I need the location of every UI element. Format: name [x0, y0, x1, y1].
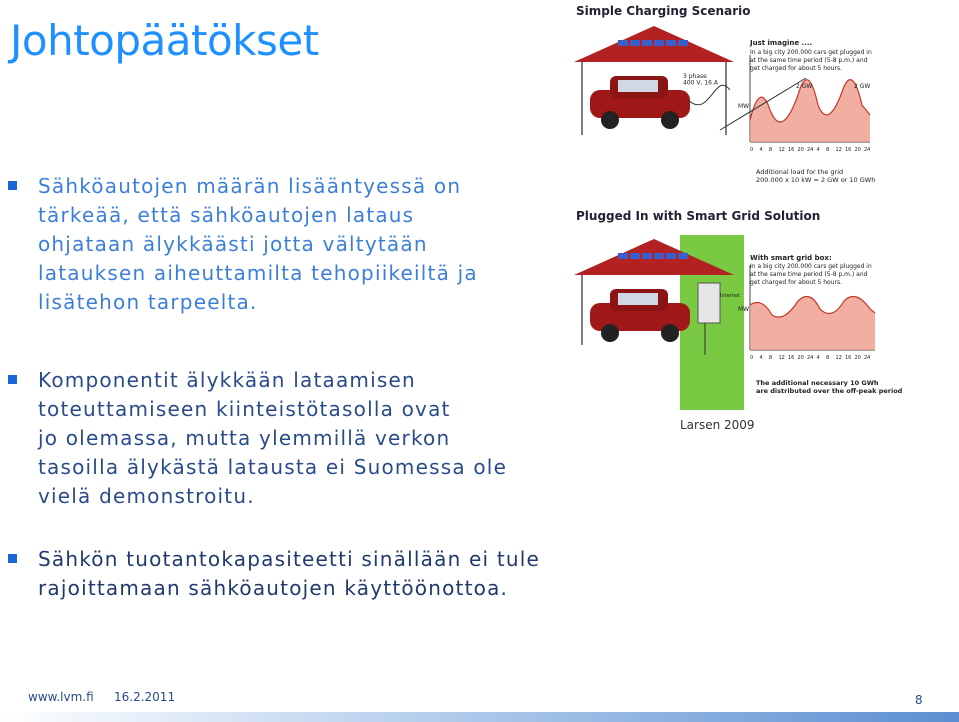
- figure-smart-grid: [570, 205, 959, 410]
- peak-label: 2 GW: [796, 83, 813, 90]
- note-line: get charged for about 5 hours.: [750, 65, 842, 72]
- bullet-text: Sähköautojen määrän lisääntyessä on tärkeää, että sähköautojen lataus ohjataan älykkäästi jotta vältytään latauksen aiheuttamilta tehopiikeiltä ja lisätehon tarpeelta.: [38, 174, 478, 314]
- x-tick-label: 0: [750, 355, 754, 361]
- smart-grid-box-icon: [698, 283, 720, 323]
- axis-label: MW: [738, 103, 750, 110]
- car-icon: [590, 289, 690, 342]
- footer-gradient-bar: [0, 712, 959, 722]
- x-tick-label: 20: [854, 147, 861, 153]
- figure-footer: Additional load for the grid: [756, 168, 844, 176]
- slide-title: Johtopäätökset: [10, 16, 319, 65]
- figure-title: Plugged In with Smart Grid Solution: [576, 209, 821, 223]
- x-tick-label: 12: [835, 355, 842, 361]
- plug-label: 3 phase 400 V, 16 A: [683, 73, 718, 87]
- peak-label: 2 GW: [854, 83, 871, 90]
- x-tick-label: 20: [797, 147, 804, 153]
- figure-footer: 200.000 x 10 kW = 2 GW or 10 GWh: [756, 176, 876, 184]
- footer-date: 16.2.2011: [114, 690, 176, 704]
- x-tick-label: 24: [807, 147, 814, 153]
- x-tick-label: 8: [769, 147, 773, 153]
- x-tick-label: 20: [797, 355, 804, 361]
- note-title: Just imagine ....: [750, 39, 813, 47]
- x-tick-label: 0: [750, 147, 754, 153]
- x-tick-label: 4: [759, 355, 763, 361]
- bullet-marker-icon: [8, 181, 17, 190]
- note-line: at the same time period (5-8 p.m.) and: [750, 271, 868, 278]
- bullet-text: Komponentit älykkään lataamisen toteuttamiseen kiinteistötasolla ovat jo olemassa, mutta ylemmillä verkon tasoilla älykästä latausta ei Suomessa ole vielä demonstroitu.: [38, 368, 508, 508]
- x-tick-label: 12: [835, 147, 842, 153]
- note-line: In a big city 200.000 cars get plugged in: [750, 263, 872, 270]
- axis-label: MW: [738, 306, 750, 313]
- x-tick-label: 20: [854, 355, 861, 361]
- figure-simple-charging: [570, 0, 959, 195]
- x-tick-label: 24: [807, 355, 814, 361]
- x-tick-label: 16: [845, 355, 852, 361]
- load-curve: [750, 297, 875, 351]
- note-line: In a big city 200.000 cars get plugged in: [750, 49, 872, 56]
- footer-url: www.lvm.fi: [28, 690, 94, 704]
- x-tick-label: 12: [778, 355, 785, 361]
- figure-caption: Larsen 2009: [680, 418, 755, 432]
- x-tick-label: 8: [769, 355, 773, 361]
- x-tick-row: [750, 355, 870, 361]
- x-tick-label: 16: [788, 147, 795, 153]
- x-tick-row: [750, 147, 870, 153]
- figure-footer: The additional necessary 10 GWh: [756, 379, 879, 387]
- note-line: get charged for about 5 hours.: [750, 279, 842, 286]
- box-label: Internet: [720, 293, 740, 299]
- note-line: at the same time period (5-8 p.m.) and: [750, 57, 868, 64]
- x-tick-label: 4: [759, 147, 763, 153]
- note-title: With smart grid box:: [750, 254, 832, 262]
- x-tick-label: 8: [826, 355, 830, 361]
- page-number: 8: [915, 693, 923, 707]
- car-icon: [590, 76, 690, 129]
- figure-footer: are distributed over the off-peak period: [756, 387, 903, 395]
- bullet-marker-icon: [8, 375, 17, 384]
- x-tick-label: 16: [845, 147, 852, 153]
- x-tick-label: 4: [816, 355, 820, 361]
- simple-charging-illustration: [570, 0, 959, 195]
- bullet-marker-icon: [8, 554, 17, 563]
- figure-title: Simple Charging Scenario: [576, 4, 751, 18]
- x-tick-label: 8: [826, 147, 830, 153]
- x-tick-label: 24: [864, 355, 871, 361]
- x-tick-label: 4: [816, 147, 820, 153]
- x-tick-label: 16: [788, 355, 795, 361]
- smart-grid-illustration: [570, 205, 959, 410]
- x-tick-label: 24: [864, 147, 871, 153]
- x-tick-label: 12: [778, 147, 785, 153]
- bullet-text: Sähkön tuotantokapasiteetti sinällään ei tule rajoittamaan sähköautojen käyttöönottoa.: [38, 547, 540, 600]
